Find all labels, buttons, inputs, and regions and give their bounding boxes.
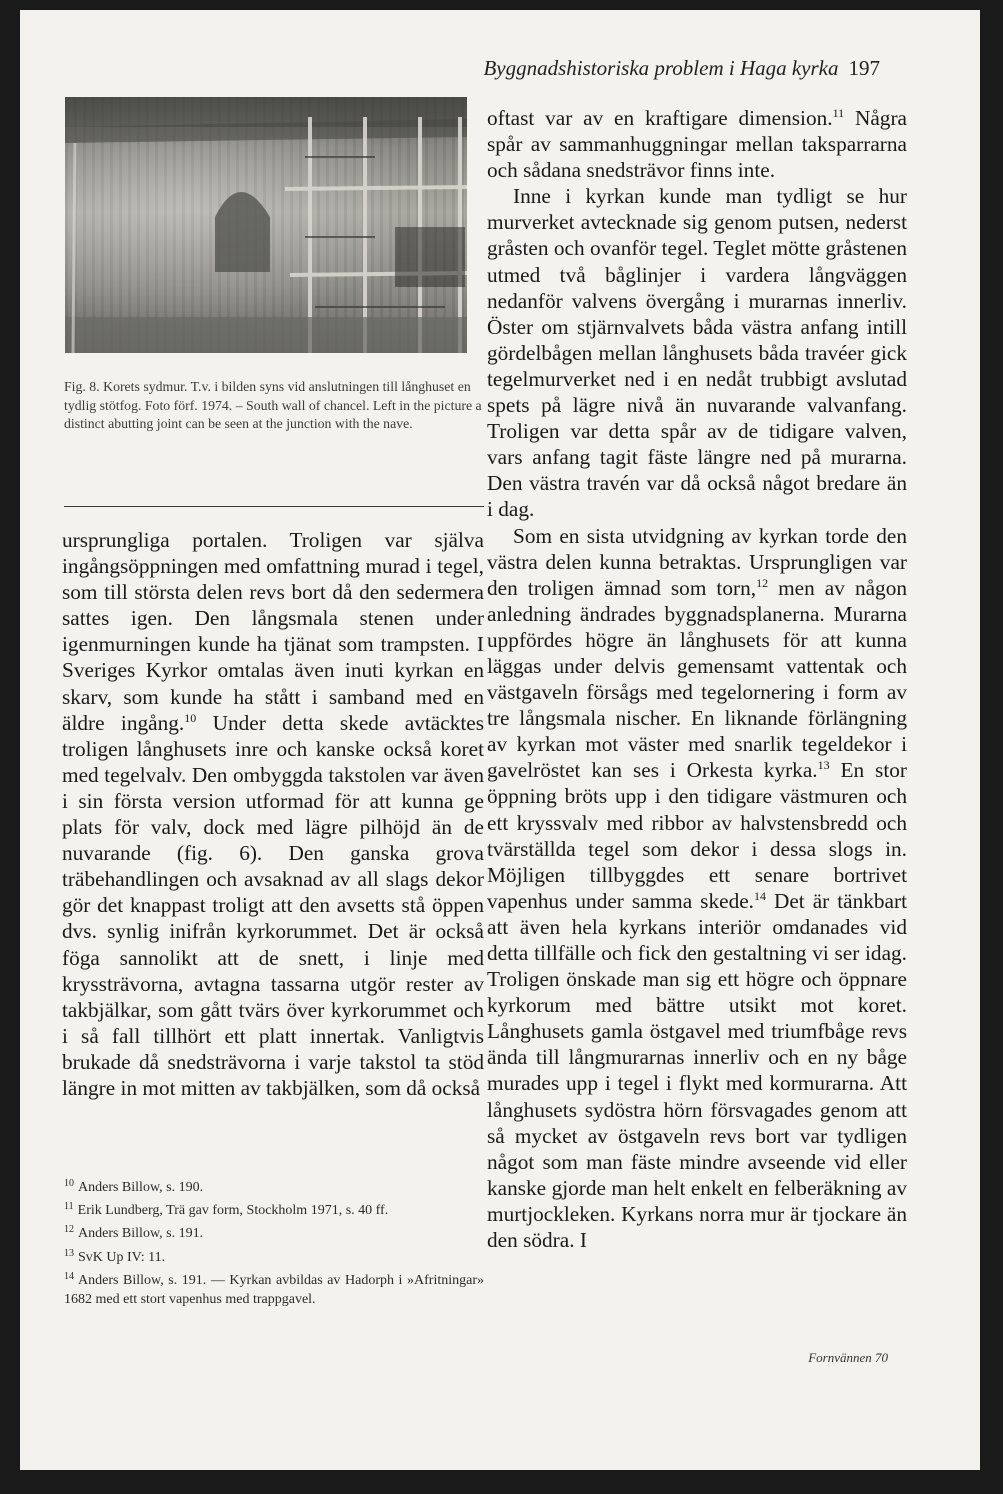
footnote	[64, 1220, 484, 1243]
footnote-ref-14: 14	[754, 888, 766, 903]
right-paragraph-1	[487, 105, 907, 183]
footnote-text: Anders Billow, s. 190.	[78, 1180, 204, 1195]
footnote-text: Erik Lundberg, Trä gav form, Stockholm 1971, s. 40 ff.	[77, 1203, 389, 1219]
footnote-ref-10: 10	[184, 710, 197, 725]
footnote	[64, 1197, 484, 1220]
left-paragraph	[62, 527, 484, 1101]
p3-text-c: En stor öppning bröts upp i den tidigare västmuren och ett kryssvalv med ribbor av halvstensbredd och tvärställda tegel som dekor i dessa slogs in. Möjligen tillbyggdes ett senare bortrivet vapenhus under samma skede.	[487, 758, 907, 913]
footnote	[64, 1174, 484, 1197]
wall-scaffold-illustration	[65, 97, 467, 353]
p3-text-a: Som en sista utvidgning av kyrkan torde den västra delen kunna betraktas. Ursprungligen var den troligen ämnad som torn,	[487, 523, 907, 600]
footnote-ref-11: 11	[832, 106, 845, 120]
footnotes	[64, 1174, 484, 1309]
p1-cont: Några spår av sammanhuggningar mellan taksparrarna och sådana snedsträvor finns inte.	[487, 106, 907, 183]
figure-photo	[65, 97, 467, 353]
page-number: 197	[848, 56, 880, 80]
footnote-number: 12	[64, 1224, 74, 1236]
left-text-part2: Under detta skede avtäcktes troligen långhusets inre och kanske också koret med tegelvalv. Den ombyggda takstolen var även i sin första version utformad för att kunna ge plats för valv, dock med lägre pilhöjd än de nuvarande (fig. 6). Den ganska grova träbehandlingen och avsaknad av all slags dekor gör det knappast troligt att den avsetts stå öppen dvs. synlig inifrån kyrkorummet. Det är också föga sannolikt att de snett, i linje med kryssträvorna, avtagna tassarna utgör rester av takbjälkar, som gått tvärs över kyrkorummet och i så fall tillhört ett platt innertak. Vanligtvis brukade då snedsträvorna i varje takstol ta stöd längre in mot mitten av takbjälken, som då också	[62, 710, 484, 1100]
footnote-ref-12: 12	[756, 575, 769, 590]
p1-text: oftast var av en kraftigare dimension.	[487, 106, 833, 130]
footnote	[64, 1267, 484, 1309]
footnote-number: 13	[64, 1247, 74, 1259]
p3-text-d: Det är tänkbart att även hela kyrkans interiör omdanades vid detta tillfälle och fick den gestaltning vi ser idag. Troligen önskade man sig ett högre och öppnare kyrkorum med bättre utsikt mot koret. Långhusets gamla östgavel med triumfbåge revs ända till långmurarnas innerliv och en ny båge murades upp i tegel i flykt med kormurarna. Att långhusets sydöstra hörn försvagades genom att så mycket av östgaveln revs bort var tydligen något som man fäste mindre avseende vid eller kanske gjorde man helt enkelt en felberäkning av murtjockleken. Kyrkans norra mur är tjockare än den södra. I	[487, 888, 907, 1253]
p3-text-b: men av någon anledning ändrades byggnadsplanerna. Murarna uppfördes högre än långhusets för att kunna läggas under delvis gemensamt vattentak och västgaveln försågs med tegelornering i form av tre långsmala nischer. En liknande förlängning av kyrkan mot väster med snarlik tegeldekor i gavelröstet kan ses i Orkesta kyrka.	[487, 575, 907, 783]
footnote-number: 10	[64, 1178, 74, 1189]
footnote-number: 14	[64, 1270, 74, 1282]
figure-caption: Fig. 8. Korets sydmur. T.v. i bilden syns vid anslutningen till långhuset en tydlig stötfog. Foto förf. 1974. – South wall of chancel. Left in the picture a distinct abutting joint can be seen at the junction with the nave.	[64, 379, 482, 432]
running-title: Byggnadshistoriska problem i Haga kyrka	[483, 56, 839, 80]
left-text-part1: ursprungliga portalen. Troligen var själva ingångsöppningen med omfattning murad i tegel, som till största delen revs bort då den sedermera sattes igen. Den långsmala stenen under igenmurningen kunde ha tjänat som trampsten. I Sveriges Kyrkor omtalas även inuti kyrkan en skarv, som kunde ha stått i samband med en äldre ingång.	[62, 528, 484, 735]
right-paragraph-3	[487, 523, 907, 1254]
footnote	[64, 1244, 484, 1267]
footnote-number: 11	[64, 1201, 74, 1213]
right-column	[487, 105, 907, 1253]
running-header	[483, 56, 880, 81]
footnote-text: Anders Billow, s. 191. — Kyrkan avbildas av Hadorph i »Afritningar» 1682 med ett stort vapenhus med trappgavel.	[64, 1272, 484, 1308]
footnote-ref-13: 13	[817, 758, 830, 773]
footnote-text: Anders Billow, s. 191.	[78, 1226, 204, 1242]
right-paragraph-2: Inne i kyrkan kunde man tydligt se hur murverket avtecknade sig genom putsen, nederst gråsten och ovanför tegel. Teglet mötte gråstenen utmed två båglinjer i vardera långväggen nedanför valvens övergång i murarnas innerliv. Öster om stjärnvalvets båda västra anfang intill gördelbågen mellan långhusets båda travéer gick tegelmurverket ned i en nedåt trubbigt avslutad spets på lägre nivå än nuvarande valvanfang. Troligen var detta spår av de tidigare valven, vars anfang tagit fäste längre ned på murarna. Den västra travén var då också något bredare än i dag.	[487, 184, 907, 522]
journal-footer: Fornvännen 70	[808, 1350, 888, 1365]
divider	[64, 506, 484, 507]
journal-page	[20, 10, 980, 1470]
left-column	[62, 527, 484, 1101]
footnote-text: SvK Up IV: 11.	[78, 1249, 166, 1265]
